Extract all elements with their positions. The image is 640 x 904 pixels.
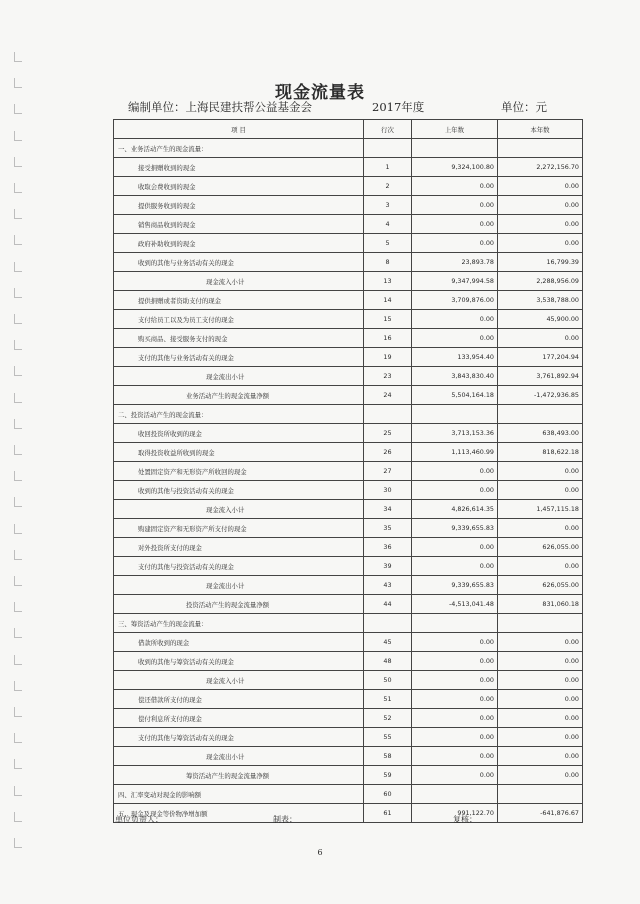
row-line-no: 25 <box>364 424 412 443</box>
row-item: 接受捐赠收到的现金 <box>114 158 364 177</box>
row-item: 政府补助收到的现金 <box>114 234 364 253</box>
table-row <box>114 595 583 614</box>
row-item: 投资活动产生的现金流量净额 <box>114 595 364 614</box>
row-item: 借款所收到的现金 <box>114 633 364 652</box>
row-current-year: 2,288,956.09 <box>498 272 583 291</box>
header-current-year: 本年数 <box>498 120 583 139</box>
binding-mark <box>14 366 22 376</box>
row-current-year <box>498 405 583 424</box>
binding-mark <box>14 733 22 743</box>
row-prior-year: 3,843,830.40 <box>412 367 498 386</box>
binding-mark <box>14 812 22 822</box>
binding-mark <box>14 550 22 560</box>
binding-mark <box>14 524 22 534</box>
table-row <box>114 424 583 443</box>
report-title: 现金流量表 <box>275 83 365 103</box>
row-prior-year: 0.00 <box>412 690 498 709</box>
row-item: 现金流入小计 <box>114 671 364 690</box>
binding-mark <box>14 628 22 638</box>
table-row <box>114 253 583 272</box>
row-item: 三、筹资活动产生的现金流量： <box>114 614 364 633</box>
binding-mark <box>14 681 22 691</box>
row-prior-year: 9,339,655.83 <box>412 519 498 538</box>
row-prior-year: 0.00 <box>412 728 498 747</box>
row-line-no: 13 <box>364 272 412 291</box>
row-line-no: 19 <box>364 348 412 367</box>
binding-mark <box>14 104 22 114</box>
table-row <box>114 652 583 671</box>
table-row <box>114 329 583 348</box>
footer-preparer: 制表： <box>273 815 297 824</box>
row-prior-year: 5,504,164.18 <box>412 386 498 405</box>
row-prior-year: 0.00 <box>412 481 498 500</box>
row-line-no: 36 <box>364 538 412 557</box>
row-item: 业务活动产生的现金流量净额 <box>114 386 364 405</box>
table-row <box>114 310 583 329</box>
row-item: 支付给员工以及为员工支付的现金 <box>114 310 364 329</box>
row-prior-year: 0.00 <box>412 671 498 690</box>
table-row <box>114 234 583 253</box>
row-item: 购买商品、接受服务支付的现金 <box>114 329 364 348</box>
row-prior-year: 133,954.40 <box>412 348 498 367</box>
row-item: 支付的其他与业务活动有关的现金 <box>114 348 364 367</box>
row-item: 购建固定资产和无形资产所支付的现金 <box>114 519 364 538</box>
row-prior-year: 0.00 <box>412 709 498 728</box>
table-row <box>114 785 583 804</box>
row-line-no: 14 <box>364 291 412 310</box>
row-line-no: 39 <box>364 557 412 576</box>
row-line-no: 27 <box>364 462 412 481</box>
row-line-no: 34 <box>364 500 412 519</box>
row-prior-year <box>412 139 498 158</box>
table-row <box>114 728 583 747</box>
row-current-year <box>498 614 583 633</box>
row-current-year: 45,900.00 <box>498 310 583 329</box>
row-item: 一、业务活动产生的现金流量： <box>114 139 364 158</box>
table-row <box>114 557 583 576</box>
table-row <box>114 481 583 500</box>
row-item: 销售商品收到的现金 <box>114 215 364 234</box>
row-current-year: 626,055.00 <box>498 538 583 557</box>
row-current-year: 0.00 <box>498 329 583 348</box>
table-row <box>114 386 583 405</box>
binding-mark <box>14 262 22 272</box>
table-row <box>114 766 583 785</box>
row-current-year: 0.00 <box>498 690 583 709</box>
row-item: 收到的其他与业务活动有关的现金 <box>114 253 364 272</box>
binding-holes <box>14 0 22 904</box>
row-current-year: -641,876.67 <box>498 804 583 823</box>
row-prior-year: 0.00 <box>412 215 498 234</box>
row-prior-year: 0.00 <box>412 633 498 652</box>
table-row <box>114 348 583 367</box>
header-item: 项 目 <box>114 120 364 139</box>
row-prior-year <box>412 614 498 633</box>
row-current-year: 0.00 <box>498 671 583 690</box>
row-prior-year: 4,826,614.35 <box>412 500 498 519</box>
binding-mark <box>14 209 22 219</box>
row-item: 收到的其他与投资活动有关的现金 <box>114 481 364 500</box>
binding-mark <box>14 52 22 62</box>
row-current-year: 0.00 <box>498 481 583 500</box>
table-row <box>114 196 583 215</box>
row-line-no: 2 <box>364 177 412 196</box>
row-line-no: 26 <box>364 443 412 462</box>
row-line-no: 59 <box>364 766 412 785</box>
row-current-year: 0.00 <box>498 462 583 481</box>
row-line-no: 60 <box>364 785 412 804</box>
row-prior-year: 3,709,876.00 <box>412 291 498 310</box>
row-current-year: 3,538,788.00 <box>498 291 583 310</box>
row-line-no: 48 <box>364 652 412 671</box>
binding-mark <box>14 602 22 612</box>
row-prior-year <box>412 785 498 804</box>
row-item: 取得投资收益所收到的现金 <box>114 443 364 462</box>
table-header-row <box>114 120 583 139</box>
row-current-year <box>498 785 583 804</box>
row-current-year: 0.00 <box>498 633 583 652</box>
row-current-year: 0.00 <box>498 177 583 196</box>
row-prior-year: -4,513,041.48 <box>412 595 498 614</box>
row-item: 收到的其他与筹资活动有关的现金 <box>114 652 364 671</box>
binding-mark <box>14 393 22 403</box>
binding-mark <box>14 471 22 481</box>
row-current-year: 0.00 <box>498 709 583 728</box>
binding-mark <box>14 707 22 717</box>
row-prior-year: 0.00 <box>412 234 498 253</box>
row-item: 提供捐赠或者资助支付的现金 <box>114 291 364 310</box>
row-prior-year: 0.00 <box>412 747 498 766</box>
binding-mark <box>14 419 22 429</box>
table-row <box>114 671 583 690</box>
row-current-year: 0.00 <box>498 766 583 785</box>
row-prior-year: 0.00 <box>412 177 498 196</box>
row-item: 支付的其他与投资活动有关的现金 <box>114 557 364 576</box>
row-current-year: 626,055.00 <box>498 576 583 595</box>
table-row <box>114 690 583 709</box>
footer-reviewer: 复核： <box>453 815 477 824</box>
row-current-year: 0.00 <box>498 234 583 253</box>
row-line-no: 3 <box>364 196 412 215</box>
row-item: 现金流出小计 <box>114 367 364 386</box>
row-item: 现金流出小计 <box>114 576 364 595</box>
row-item: 四、汇率变动对现金的影响额 <box>114 785 364 804</box>
table-row <box>114 272 583 291</box>
table-row <box>114 443 583 462</box>
binding-mark <box>14 131 22 141</box>
row-prior-year: 0.00 <box>412 329 498 348</box>
row-prior-year <box>412 405 498 424</box>
binding-mark <box>14 445 22 455</box>
table-row <box>114 576 583 595</box>
row-prior-year: 3,713,153.36 <box>412 424 498 443</box>
binding-mark <box>14 183 22 193</box>
row-current-year: 16,799.39 <box>498 253 583 272</box>
row-prior-year: 0.00 <box>412 310 498 329</box>
table-row <box>114 177 583 196</box>
reporting-entity: 编制单位：上海民建扶帮公益基金会 <box>128 100 312 114</box>
row-line-no: 23 <box>364 367 412 386</box>
row-line-no: 43 <box>364 576 412 595</box>
row-current-year: 0.00 <box>498 652 583 671</box>
row-current-year: 0.00 <box>498 728 583 747</box>
row-prior-year: 9,324,100.80 <box>412 158 498 177</box>
row-current-year <box>498 139 583 158</box>
row-item: 现金流入小计 <box>114 500 364 519</box>
row-prior-year: 0.00 <box>412 462 498 481</box>
row-line-no: 1 <box>364 158 412 177</box>
row-item: 筹资活动产生的现金流量净额 <box>114 766 364 785</box>
table-row <box>114 215 583 234</box>
row-line-no: 50 <box>364 671 412 690</box>
currency-unit: 单位：元 <box>501 100 547 114</box>
table-row <box>114 519 583 538</box>
row-line-no <box>364 139 412 158</box>
row-line-no: 58 <box>364 747 412 766</box>
row-current-year: 818,622.18 <box>498 443 583 462</box>
row-current-year: 0.00 <box>498 196 583 215</box>
row-item: 收回投资所收到的现金 <box>114 424 364 443</box>
cash-flow-table <box>113 119 583 823</box>
row-item: 支付的其他与筹资活动有关的现金 <box>114 728 364 747</box>
table-row <box>114 291 583 310</box>
row-line-no: 55 <box>364 728 412 747</box>
row-current-year: 1,457,115.18 <box>498 500 583 519</box>
row-item: 现金流入小计 <box>114 272 364 291</box>
page-number: 6 <box>317 848 323 857</box>
binding-mark <box>14 288 22 298</box>
binding-mark <box>14 235 22 245</box>
report-year: 2017年度 <box>372 100 425 114</box>
table-row <box>114 500 583 519</box>
row-current-year: 177,204.94 <box>498 348 583 367</box>
row-line-no: 45 <box>364 633 412 652</box>
row-line-no <box>364 405 412 424</box>
binding-mark <box>14 576 22 586</box>
row-current-year: 831,060.18 <box>498 595 583 614</box>
row-line-no: 16 <box>364 329 412 348</box>
row-current-year: 0.00 <box>498 215 583 234</box>
table-row <box>114 709 583 728</box>
table-row <box>114 747 583 766</box>
table-row <box>114 614 583 633</box>
table-row <box>114 139 583 158</box>
row-current-year: 0.00 <box>498 519 583 538</box>
row-prior-year: 991,122.70 <box>412 804 498 823</box>
row-prior-year: 9,347,994.58 <box>412 272 498 291</box>
row-line-no <box>364 614 412 633</box>
row-line-no: 52 <box>364 709 412 728</box>
row-item: 偿还借款所支付的现金 <box>114 690 364 709</box>
row-prior-year: 0.00 <box>412 557 498 576</box>
binding-mark <box>14 838 22 848</box>
row-item: 对外投资所支付的现金 <box>114 538 364 557</box>
row-line-no: 51 <box>364 690 412 709</box>
row-prior-year: 23,893.78 <box>412 253 498 272</box>
row-line-no: 61 <box>364 804 412 823</box>
binding-mark <box>14 157 22 167</box>
row-prior-year: 0.00 <box>412 652 498 671</box>
row-line-no: 5 <box>364 234 412 253</box>
row-item: 收取会费收到的现金 <box>114 177 364 196</box>
row-item: 现金流出小计 <box>114 747 364 766</box>
table-row <box>114 367 583 386</box>
row-line-no: 8 <box>364 253 412 272</box>
table-row <box>114 538 583 557</box>
row-current-year: 2,272,156.70 <box>498 158 583 177</box>
row-line-no: 4 <box>364 215 412 234</box>
header-line-no: 行次 <box>364 120 412 139</box>
row-line-no: 15 <box>364 310 412 329</box>
row-current-year: 0.00 <box>498 747 583 766</box>
row-line-no: 35 <box>364 519 412 538</box>
footer-responsible-person: 单位负责人： <box>115 815 163 824</box>
row-current-year: -1,472,936.85 <box>498 386 583 405</box>
row-item: 处置固定资产和无形资产所收回的现金 <box>114 462 364 481</box>
row-current-year: 3,761,892.94 <box>498 367 583 386</box>
row-line-no: 44 <box>364 595 412 614</box>
table-row <box>114 804 583 823</box>
binding-mark <box>14 497 22 507</box>
table-row <box>114 462 583 481</box>
row-current-year: 638,493.00 <box>498 424 583 443</box>
table-row <box>114 405 583 424</box>
row-item: 提供服务收到的现金 <box>114 196 364 215</box>
table-row <box>114 158 583 177</box>
binding-mark <box>14 340 22 350</box>
row-prior-year: 9,339,655.83 <box>412 576 498 595</box>
row-line-no: 24 <box>364 386 412 405</box>
row-prior-year: 1,113,460.99 <box>412 443 498 462</box>
row-prior-year: 0.00 <box>412 766 498 785</box>
row-line-no: 30 <box>364 481 412 500</box>
binding-mark <box>14 655 22 665</box>
binding-mark <box>14 759 22 769</box>
binding-mark <box>14 786 22 796</box>
header-prior-year: 上年数 <box>412 120 498 139</box>
row-item: 五、现金及现金等价物净增加额 <box>114 804 364 823</box>
row-item: 二、投资活动产生的现金流量： <box>114 405 364 424</box>
table-row <box>114 633 583 652</box>
row-current-year: 0.00 <box>498 557 583 576</box>
binding-mark <box>14 314 22 324</box>
row-item: 偿付利息所支付的现金 <box>114 709 364 728</box>
row-prior-year: 0.00 <box>412 196 498 215</box>
row-prior-year: 0.00 <box>412 538 498 557</box>
